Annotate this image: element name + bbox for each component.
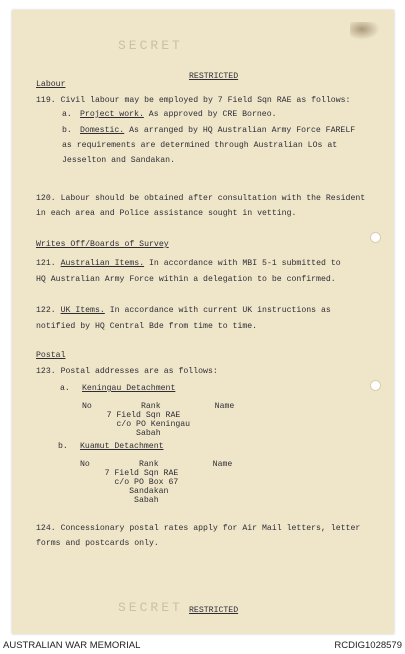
address-line: Sabah — [80, 496, 159, 505]
address-line: c/o PO Keningau — [82, 420, 191, 429]
paragraph-119: 119. Civil labour may be employed by 7 Field Sqn RAE as follows: — [36, 96, 351, 105]
section-heading-writes-off: Writes Off/Boards of Survey — [36, 240, 169, 249]
ghost-classification: SECRET — [118, 38, 183, 53]
item-text: As approved by CRE Borneo. — [143, 110, 277, 119]
paragraph-number: 121. — [36, 259, 56, 268]
punch-hole — [370, 232, 381, 243]
address-line: No Rank Name — [80, 460, 233, 469]
paragraph-123: 123. Postal addresses are as follows: — [36, 367, 218, 376]
list-label: a. — [62, 110, 72, 119]
list-item — [80, 126, 355, 136]
archive-footer — [0, 636, 405, 654]
archive-id: RCDIG1028579 — [334, 640, 402, 651]
address-line: c/o PO Box 67 — [80, 478, 179, 487]
item-text: As arranged by HQ Australian Army Force FARELF — [124, 126, 356, 135]
text-line: as requirements are determined through Australian LOs at — [62, 141, 338, 150]
paragraph-124: 124. Concessionary postal rates apply for Air Mail letters, letter — [36, 524, 361, 533]
classification-footer: RESTRICTED — [189, 606, 239, 615]
section-heading-postal: Postal — [36, 351, 66, 360]
text-line: Jesselton and Sandakan. — [62, 156, 176, 165]
paragraph-122 — [36, 306, 331, 316]
item-title: Australian Items. — [60, 259, 145, 268]
paragraph-120: 120. Labour should be obtained after consultation with the Resident — [36, 194, 366, 203]
list-item — [80, 110, 277, 120]
item-title: UK Items. — [60, 306, 105, 315]
address-title-keningau: Keningau Detachment — [82, 384, 176, 393]
text-line: forms and postcards only. — [36, 539, 159, 548]
address-line: 7 Field Sqn RAE — [80, 469, 179, 478]
text-line: HQ Australian Army Force within a delegation to be confirmed. — [36, 275, 336, 284]
ghost-classification: SECRET — [118, 600, 183, 615]
list-label: b. — [58, 442, 68, 451]
text-line: in each area and Police assistance sought in vetting. — [36, 209, 297, 218]
section-heading-labour: Labour — [36, 80, 66, 89]
archive-source: AUSTRALIAN WAR MEMORIAL — [3, 640, 141, 651]
address-line: 7 Field Sqn RAE — [82, 411, 181, 420]
list-label: b. — [62, 126, 72, 135]
punch-hole — [370, 380, 381, 391]
list-label: a. — [60, 384, 70, 393]
paragraph-number: 122. — [36, 306, 56, 315]
text-line: notified by HQ Central Bde from time to time. — [36, 322, 258, 331]
classification-header: RESTRICTED — [189, 72, 239, 81]
address-line: Sandakan — [80, 487, 169, 496]
item-text: In accordance with MBI 5-1 submitted to — [144, 259, 341, 268]
paragraph-121 — [36, 259, 341, 269]
item-text: In accordance with current UK instructions as — [104, 306, 331, 315]
item-title: Project work. — [80, 110, 144, 119]
address-title-kuamut: Kuamut Detachment — [80, 442, 164, 451]
item-title: Domestic. — [80, 126, 125, 135]
staple-stain — [350, 22, 380, 40]
address-line: No Rank Name — [82, 402, 235, 411]
address-line: Sabah — [82, 429, 161, 438]
